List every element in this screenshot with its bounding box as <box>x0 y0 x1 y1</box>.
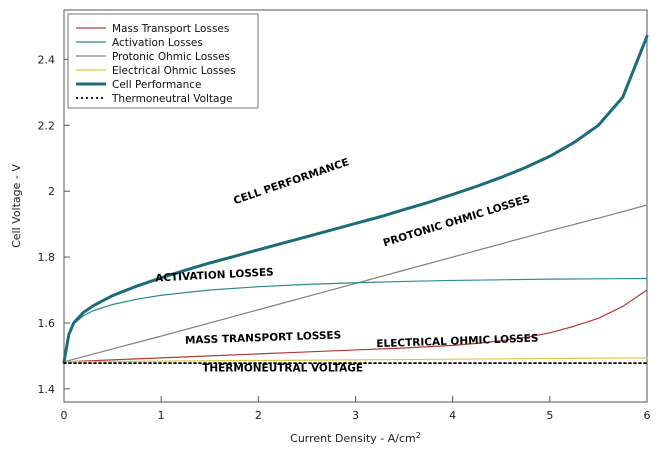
y-axis-title: Cell Voltage - V <box>10 164 23 248</box>
x-tick-label: 2 <box>254 409 262 422</box>
x-tick-label: 6 <box>643 409 651 422</box>
curve-annotation: ACTIVATION LOSSES <box>154 266 275 285</box>
x-tick-label: 3 <box>352 409 359 422</box>
curve-annotation: PROTONIC OHMIC LOSSES <box>381 193 532 250</box>
series-line-protonic-ohmic-losses <box>64 205 647 362</box>
series-line-mass-transport-losses <box>64 290 647 362</box>
legend-label: Electrical Ohmic Losses <box>112 65 236 77</box>
x-tick-label: 5 <box>546 409 554 422</box>
curve-annotation: MASS TRANSPORT LOSSES <box>184 329 342 347</box>
curve-annotation: CELL PERFORMANCE <box>232 156 351 208</box>
legend-label: Cell Performance <box>112 79 202 91</box>
legend-label: Protonic Ohmic Losses <box>112 51 231 63</box>
y-tick-label: 1.8 <box>37 251 55 265</box>
curve-annotation: ELECTRICAL OHMIC LOSSES <box>376 332 539 351</box>
y-tick-label: 2.2 <box>37 119 55 133</box>
x-tick-label: 0 <box>60 409 68 422</box>
x-tick-label: 4 <box>449 409 457 422</box>
y-tick-label: 2 <box>48 185 55 199</box>
series-line-activation-losses <box>64 278 647 361</box>
y-tick-label: 1.6 <box>37 316 55 330</box>
y-tick-label: 1.4 <box>37 382 55 396</box>
legend-label: Activation Losses <box>112 37 203 49</box>
legend-label: Mass Transport Losses <box>112 23 230 35</box>
x-axis-title: Current Density - $A/cm^2$ <box>290 430 421 445</box>
y-tick-label: 2.4 <box>37 53 55 67</box>
x-tick-label: 1 <box>157 409 165 422</box>
legend-label: Thermoneutral Voltage <box>112 93 233 105</box>
curve-annotation: THERMONEUTRAL VOLTAGE <box>202 362 364 375</box>
